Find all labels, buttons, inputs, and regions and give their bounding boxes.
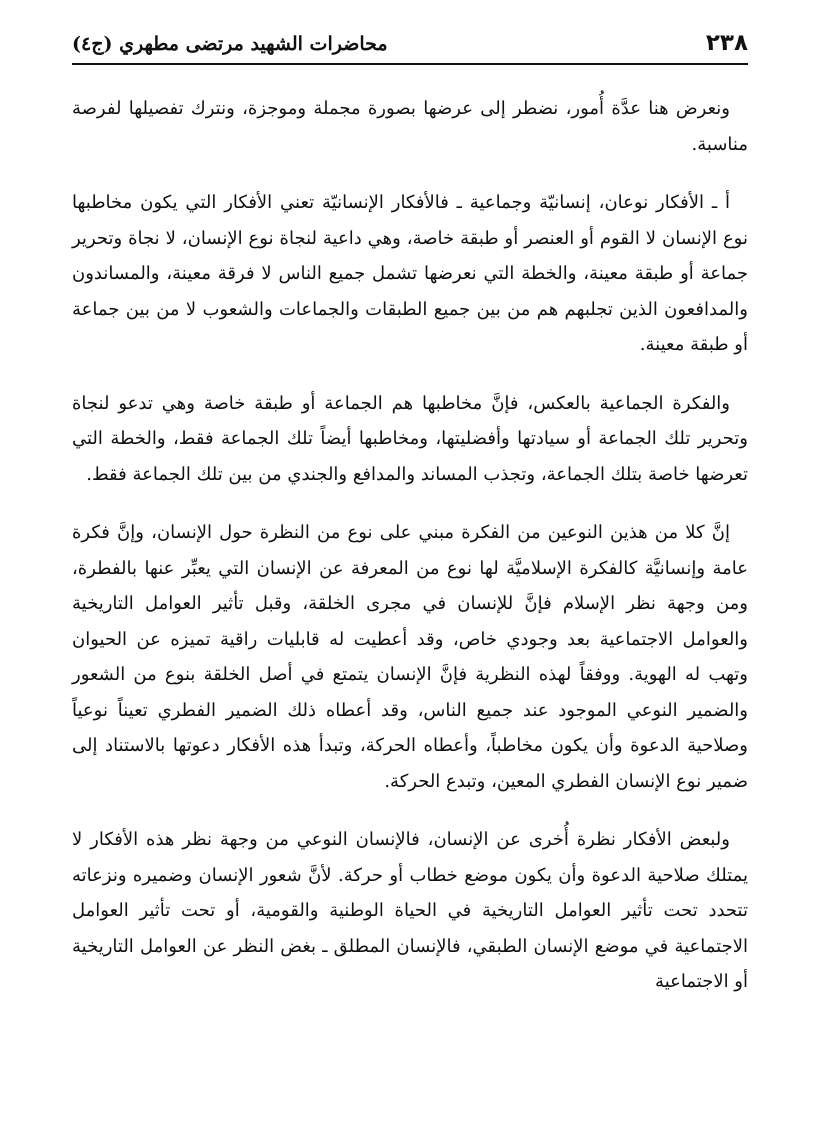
body-text — [72, 91, 748, 1000]
paragraph: أ ـ الأفكار نوعان، إنسانيّة وجماعية ـ فالأفكار الإنسانيّة تعني الأفكار التي يكون مخاطبها نوع الإنسان لا القوم أو العنصر أو طبقة خاصة، وهي داعية لنجاة نوع الإنسان، لا نجاة وتحرير جماعة أو طبقة معينة، والخطة التي نعرضها تشمل جميع الناس لا فرقة معينة، والمساندون والمدافعون الذين تجلبهم هم من بين جميع الطبقات والجماعات والشعوب لا من بين جماعة أو طبقة معينة. — [72, 192, 748, 355]
paragraph: ونعرض هنا عدَّة أُمور، نضطر إلى عرضها بصورة مجملة وموجزة، ونترك تفصيلها لفرصة مناسبة. — [72, 98, 748, 155]
paragraph: إنَّ كلا من هذين النوعين من الفكرة مبني على نوع من النظرة حول الإنسان، وإنَّ فكرة عامة وإنسانيَّة كالفكرة الإسلاميَّة لها نوع من المعرفة عن الإنسان التي يعبِّر عنها بالفطرة، ومن وجهة نظر الإسلام فإنَّ للإنسان في مجرى الخلقة، وقبل تأثير العوامل التاريخية والعوامل الاجتماعية بعد وجودي خاص، وقد أعطيت له قابليات راقية تميزه عن الحيوان وتهب له الهوية. ووفقاً لهذه النظرية فإنَّ الإنسان يتمتع في أصل الخلقة بنوع من الشعور والضمير النوعي الموجود عند جميع الناس، وقد أعطاه ذلك الضمير الفطري تعيناً نوعياً وصلاحية الدعوة وأن يكون مخاطباً، وأعطاه الحركة، وتبدأ هذه الأفكار دعوتها بالاستناد إلى ضمير نوع الإنسان الفطري المعين، وتبدع الحركة. — [72, 522, 748, 792]
paragraph: ولبعض الأفكار نظرة أُخرى عن الإنسان، فالإنسان النوعي من وجهة نظر هذه الأفكار لا يمتلك صلاحية الدعوة وأن يكون موضع خطاب أو حركة. لأنَّ شعور الإنسان وضميره ونزعاته تتحدد تحت تأثير العوامل التاريخية في الحياة الوطنية والقومية، أو تحت تأثير العوامل الاجتماعية في موضع الإنسان الطبقي، فالإنسان المطلق ـ بغض النظر عن العوامل التاريخية أو الاجتماعية — [72, 829, 748, 992]
header-rule — [72, 63, 748, 65]
running-title: محاضرات الشهيد مرتضى مطهري (ج٤) — [72, 33, 388, 55]
page-number: ٢٣٨ — [705, 30, 748, 56]
paragraph: والفكرة الجماعية بالعكس، فإنَّ مخاطبها هم الجماعة أو طبقة خاصة وهي تدعو لنجاة وتحرير تلك الجماعة أو سيادتها وأفضليتها، ومخاطبها أيضاً تلك الجماعة فقط، والخطة التي تعرضها خاصة بتلك الجماعة، وتجذب المساند والمدافع والجندي من بين تلك الجماعة فقط. — [72, 392, 748, 485]
running-header — [72, 30, 748, 57]
